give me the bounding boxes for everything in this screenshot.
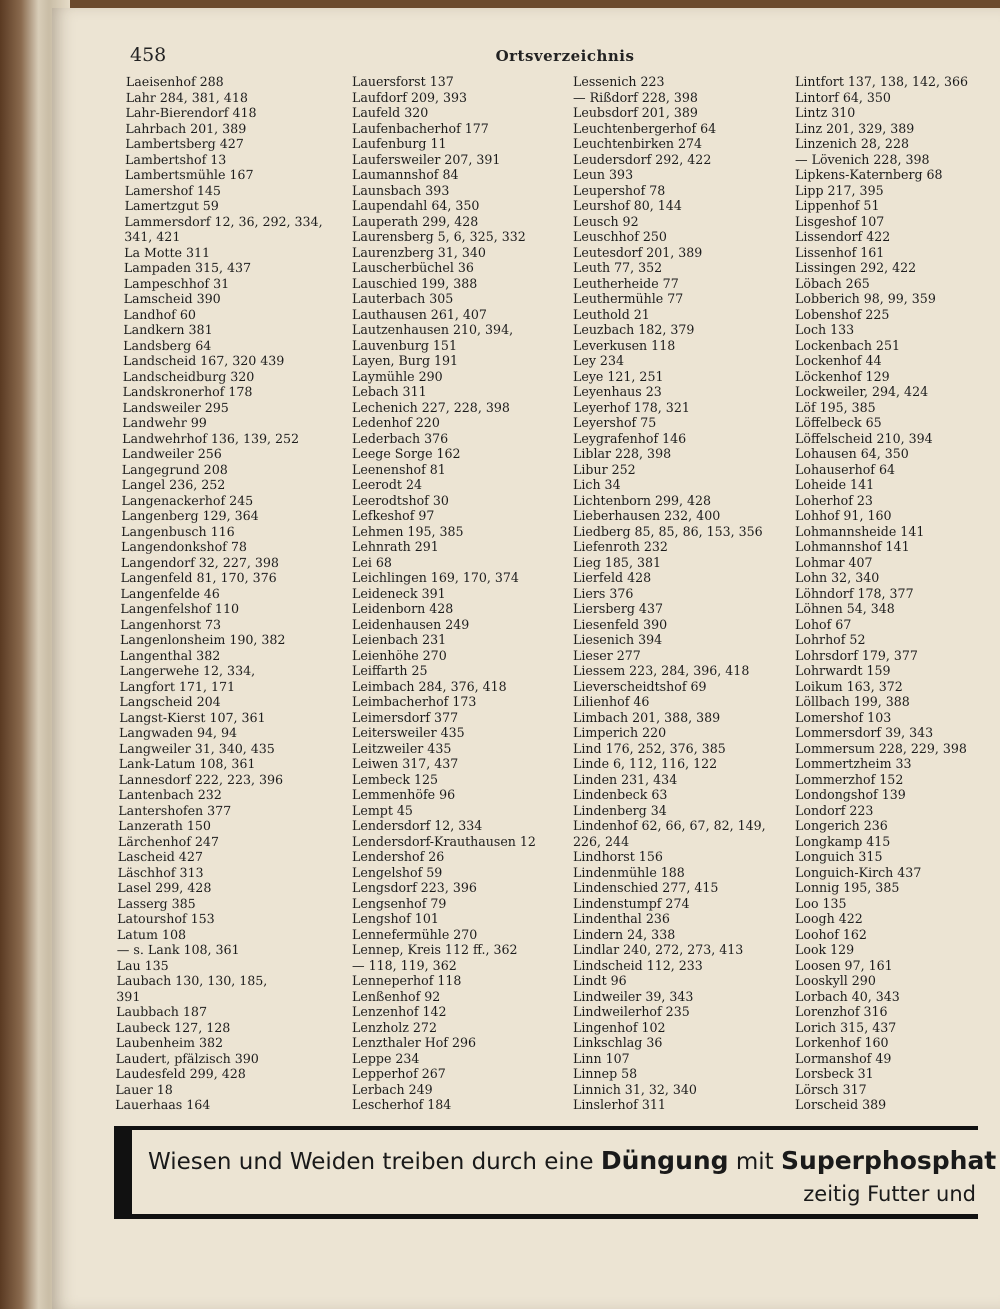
index-entry: Leitzweiler 435: [352, 740, 452, 756]
index-entry: Leyershof 75: [573, 415, 657, 430]
index-entry: Löffelbeck 65: [795, 415, 882, 430]
index-entry: Lauscherbüchel 36: [352, 260, 474, 275]
index-entry: Lohrsdorf 179, 377: [795, 647, 918, 663]
index-entry: Laurenzberg 31, 340: [352, 244, 486, 260]
ad-bottom-rule: [114, 1214, 978, 1219]
index-entry: Leyenhaus 23: [573, 384, 662, 399]
ad-subline: zeitig Futter und: [803, 1182, 976, 1206]
index-entry: Lobberich 98, 99, 359: [795, 291, 936, 306]
index-entry: Lohrwardt 159: [795, 663, 891, 678]
index-entry: — Rißdorf 228, 398: [573, 89, 698, 105]
index-entry: Lohmannshof 141: [795, 539, 910, 554]
index-entry: Liesenfeld 390: [573, 616, 668, 632]
index-entry: Leurshof 80, 144: [573, 198, 682, 213]
index-entry: Lambertsmühle 167: [124, 167, 254, 182]
index-entry: Loo 135: [795, 895, 847, 911]
index-entry: Lommersdorf 39, 343: [795, 725, 934, 740]
index-entry: Loohof 162: [795, 926, 867, 942]
index-entry: Lendersdorf-Krauthausen 12: [352, 833, 536, 849]
index-column-1: [115, 74, 346, 1113]
index-entry: Laupendahl 64, 350: [352, 198, 480, 213]
index-entry: Lamershof 145: [124, 182, 222, 198]
index-entry: Looskyll 290: [795, 973, 876, 988]
index-entry: Lindenthal 236: [573, 911, 670, 926]
index-entry: Linnich 31, 32, 340: [573, 1081, 697, 1097]
index-entry: Leiffarth 25: [352, 663, 428, 678]
advertisement-banner: [114, 1126, 997, 1222]
index-entry: Lorenzhof 316: [795, 1004, 888, 1019]
index-entry: Leerodt 24: [352, 477, 423, 492]
index-entry: Leuthermühle 77: [573, 291, 684, 306]
index-entry: Longkamp 415: [795, 833, 891, 849]
index-entry: Lichtenborn 299, 428: [573, 492, 712, 508]
index-entry: Lindenschied 277, 415: [573, 880, 719, 895]
index-entry: Laubach 130, 130, 185,: [116, 973, 268, 988]
index-entry: Lehnrath 291: [352, 539, 439, 554]
index-entry: Lannesdorf 222, 223, 396: [118, 771, 284, 787]
index-entry: Leutesdorf 201, 389: [573, 244, 703, 260]
index-entry: Leuchtenbirken 274: [573, 136, 703, 151]
index-entry: Lahr-Bierendorf 418: [125, 105, 257, 120]
index-entry: Lindweilerhof 235: [573, 1004, 690, 1019]
index-entry: Laufersweiler 207, 391: [352, 151, 501, 167]
index-entry: Lederbach 376: [352, 430, 449, 446]
index-entry: Linde 6, 112, 116, 122: [573, 756, 718, 771]
index-entry: Laudert, pfälzisch 390: [115, 1050, 259, 1066]
index-entry: Lauschied 199, 388: [352, 275, 478, 291]
index-entry: Langenberg 129, 364: [121, 508, 259, 523]
index-entry: Lingenhof 102: [573, 1019, 666, 1035]
index-entry: Lepperhof 267: [352, 1066, 446, 1081]
index-entry: Lauthausen 261, 407: [352, 306, 487, 322]
index-entry: Löhnen 54, 348: [795, 601, 895, 616]
index-entry: Lommerzhof 152: [795, 771, 904, 787]
index-entry: Lieser 277: [573, 647, 641, 663]
index-entry: Ley 234: [573, 353, 624, 368]
index-entry: Leverkusen 118: [573, 337, 676, 353]
index-entry: Lind 176, 252, 376, 385: [573, 740, 726, 756]
index-entry: Langenackerhof 245: [121, 492, 254, 508]
index-entry: Langfort 171, 171: [119, 678, 236, 694]
index-entry: Liessem 223, 284, 396, 418: [573, 663, 750, 678]
index-entry: Lommersum 228, 229, 398: [795, 740, 967, 756]
index-entry: Leimersdorf 377: [352, 709, 459, 725]
index-entry: — s. Lank 108, 361: [116, 942, 240, 957]
index-entry: Lärchenhof 247: [117, 833, 220, 849]
index-entry: Langendorf 32, 227, 398: [120, 554, 280, 570]
index-entry: Lenzthaler Hof 296: [352, 1035, 477, 1050]
index-entry: Landsberg 64: [123, 337, 212, 353]
index-entry: Landweiler 256: [121, 446, 222, 461]
index-entry: Lommertzheim 33: [795, 756, 912, 771]
index-entry: Limperich 220: [573, 725, 667, 740]
index-entry: Lieberhausen 232, 400: [573, 508, 721, 523]
index-entry: Lorscheid 389: [795, 1097, 887, 1112]
index-entry: Laubbach 187: [116, 1004, 208, 1019]
index-entry: Lohausen 64, 350: [795, 446, 909, 461]
index-entry: Lanzerath 150: [118, 818, 212, 833]
index-entry: Leenenshof 81: [352, 461, 446, 477]
index-entry: Linkschlag 36: [573, 1035, 663, 1050]
index-entry: Langenlonsheim 190, 382: [119, 632, 286, 647]
index-entry: Liedberg 85, 85, 86, 153, 356: [573, 523, 763, 539]
index-entry: Lindhorst 156: [573, 849, 663, 864]
index-entry: Longerich 236: [795, 818, 888, 833]
index-entry: Lengshof 101: [352, 911, 439, 926]
index-entry: Lieverscheidtshof 69: [573, 678, 707, 694]
index-entry: Leygrafenhof 146: [573, 430, 687, 446]
index-entry: Londongshof 139: [795, 787, 906, 802]
index-column-3: [573, 74, 793, 1113]
index-entry: Lintorf 64, 350: [795, 89, 891, 105]
index-entry: Lessenich 223: [573, 74, 665, 89]
index-entry: Lascheid 427: [117, 849, 203, 864]
index-entry: Lauperath 299, 428: [352, 213, 479, 229]
index-entry: Lockenbach 251: [795, 337, 900, 353]
index-entry: Layen, Burg 191: [352, 353, 459, 368]
index-entry: Lohmar 407: [795, 554, 873, 570]
ad-text-start: Wiesen und Weiden treiben durch eine: [148, 1149, 594, 1175]
index-entry: Lamertzgut 59: [124, 198, 219, 213]
index-entry: Langst-Kierst 107, 361: [119, 709, 266, 725]
index-entry: Lechenich 227, 228, 398: [352, 399, 510, 415]
index-entry: Leutherheide 77: [573, 275, 679, 291]
index-entry: Langenfelshof 110: [120, 601, 240, 616]
index-entry: Laufeld 320: [352, 105, 429, 120]
index-entry: Lembeck 125: [352, 771, 438, 787]
index-entry: Lierfeld 428: [573, 570, 652, 585]
ad-text-mid: mit: [735, 1149, 774, 1175]
index-entry: Linden 231, 434: [573, 771, 678, 787]
index-entry: Lau 135: [116, 957, 169, 973]
index-entry: Landwehr 99: [122, 415, 207, 430]
index-entry: Leidenborn 428: [352, 601, 454, 616]
ad-text-bold-duengung: Düngung: [600, 1146, 729, 1175]
index-entry: Löhndorf 178, 377: [795, 585, 914, 601]
index-entry: Lammersdorf 12, 36, 292, 334,: [124, 213, 323, 229]
index-entry: Launsbach 393: [352, 182, 450, 198]
index-entry: Leppe 234: [352, 1050, 420, 1066]
index-entry: Loogh 422: [795, 911, 863, 926]
index-entry: Landsweiler 295: [122, 399, 229, 415]
index-entry: Leerodtshof 30: [352, 492, 449, 508]
index-entry: Longuich-Kirch 437: [795, 864, 922, 880]
index-entry: Laurensberg 5, 6, 325, 332: [352, 229, 526, 244]
index-entry: Landhof 60: [123, 306, 197, 322]
index-entry: Lahrbach 201, 389: [125, 120, 247, 136]
index-entry: Laumannshof 84: [352, 167, 459, 182]
index-entry: Loherhof 23: [795, 492, 873, 508]
index-entry: Leupershof 78: [573, 182, 666, 198]
index-entry: Lemmenhöfe 96: [352, 787, 456, 802]
index-entry: Lindenhof 62, 66, 67, 82, 149,: [573, 818, 766, 833]
page-number: 458: [130, 44, 167, 66]
index-entry: Lengsenhof 79: [352, 895, 447, 911]
index-entry: Leuth 77, 352: [573, 260, 663, 275]
index-entry: Lomershof 103: [795, 709, 892, 725]
index-entry: Lipp 217, 395: [795, 182, 884, 198]
index-entry: Lindscheid 112, 233: [573, 957, 703, 973]
index-entry: Liefenroth 232: [573, 539, 668, 554]
index-entry: — 118, 119, 362: [352, 957, 457, 973]
index-entry: Lissingen 292, 422: [795, 260, 917, 275]
index-entry: Langenbusch 116: [121, 523, 235, 539]
index-entry: Linz 201, 329, 389: [795, 120, 915, 136]
index-entry: Londorf 223: [795, 802, 874, 818]
index-entry: Lindlar 240, 272, 273, 413: [573, 942, 744, 957]
index-entry: Lorich 315, 437: [795, 1019, 897, 1035]
index-entry: Lennep, Kreis 112 ff., 362: [352, 942, 518, 957]
index-entry: Lich 34: [573, 477, 621, 492]
index-entry: Leichlingen 169, 170, 374: [352, 570, 519, 585]
index-entry: Lörsch 317: [795, 1081, 867, 1097]
index-entry: Limbach 201, 388, 389: [573, 709, 721, 725]
index-entry: Lohn 32, 340: [795, 570, 880, 585]
index-entry: Landskronerhof 178: [122, 384, 253, 399]
index-entry: Linzenich 28, 228: [795, 136, 909, 151]
index-entry: Lockenhof 44: [795, 353, 882, 368]
index-column-4: [795, 74, 985, 1113]
index-entry: Langscheid 204: [119, 694, 221, 709]
index-entry: Leiwen 317, 437: [352, 756, 459, 771]
index-entry: Lobenshof 225: [795, 306, 890, 322]
index-entry: Lohhof 91, 160: [795, 508, 892, 523]
index-entry: Leimbacherhof 173: [352, 694, 477, 709]
index-entry: Lenneperhof 118: [352, 973, 462, 988]
index-entry: Lehmen 195, 385: [352, 523, 464, 539]
index-entry: Lendershof 26: [352, 849, 445, 864]
index-entry: Lauvenburg 151: [352, 337, 457, 353]
index-entry: Landscheidburg 320: [122, 368, 255, 384]
index-entry: Lindenberg 34: [573, 802, 667, 818]
index-entry: Laubenheim 382: [115, 1035, 224, 1050]
index-entry: Leidenhausen 249: [352, 616, 470, 632]
index-entry: Lohauserhof 64: [795, 461, 895, 477]
index-entry: Langel 236, 252: [121, 477, 226, 492]
ad-top-rule: [114, 1126, 978, 1130]
index-entry: Laubeck 127, 128: [115, 1019, 231, 1035]
index-entry: Linnep 58: [573, 1066, 638, 1081]
index-entry: Lerbach 249: [352, 1081, 433, 1097]
index-entry: Lormanshof 49: [795, 1050, 892, 1066]
index-entry: Leusch 92: [573, 213, 639, 229]
index-entry: Läschhof 313: [117, 864, 204, 880]
index-entry: Laudesfeld 299, 428: [115, 1066, 246, 1081]
index-entry: Leudersdorf 292, 422: [573, 151, 712, 167]
index-entry: Loch 133: [795, 322, 855, 337]
index-entry: Ledenhof 220: [352, 415, 440, 430]
index-entry: Lennefermühle 270: [352, 926, 478, 942]
index-entry: Lorbach 40, 343: [795, 988, 900, 1004]
index-entry: Lampaden 315, 437: [123, 260, 252, 275]
index-entry: Leimbach 284, 376, 418: [352, 678, 507, 694]
index-entry: Lambertsberg 427: [125, 136, 244, 151]
index-entry: Landkern 381: [123, 322, 213, 337]
index-entry: Loosen 97, 161: [795, 957, 893, 973]
index-entry: Lippenhof 51: [795, 198, 880, 213]
index-entry: Leuthold 21: [573, 306, 650, 322]
index-entry: Löckenhof 129: [795, 368, 890, 384]
index-entry: Leubsdorf 201, 389: [573, 105, 698, 120]
index-entry: Lasel 299, 428: [117, 880, 212, 895]
index-entry: — Lövenich 228, 398: [795, 151, 930, 167]
index-entry: Lindt 96: [573, 973, 627, 988]
index-entry: Lilienhof 46: [573, 694, 650, 709]
index-entry: 341, 421: [124, 229, 181, 244]
index-entry: Lantenbach 232: [118, 787, 222, 802]
index-entry: Lank-Latum 108, 361: [118, 756, 256, 771]
ad-left-bar: [114, 1130, 132, 1214]
index-entry: Loheide 141: [795, 477, 875, 492]
index-entry: Lantershofen 377: [118, 802, 232, 818]
index-entry: Leuschhof 250: [573, 229, 667, 244]
index-entry: Lohrhof 52: [795, 632, 866, 647]
index-entry: Laufenbacherhof 177: [352, 120, 489, 136]
ad-text-bold-superphosphat: Superphosphat: [781, 1146, 997, 1175]
index-entry: Loikum 163, 372: [795, 678, 903, 694]
index-entry: Lintz 310: [795, 105, 856, 120]
index-entry: Langenhorst 73: [120, 616, 222, 632]
index-entry: Latum 108: [116, 926, 187, 942]
index-entry: Lebach 311: [352, 384, 427, 399]
index-entry: Lendersdorf 12, 334: [352, 818, 483, 833]
index-entry: Leye 121, 251: [573, 368, 664, 384]
index-entry: Lindenstumpf 274: [573, 895, 690, 911]
index-entry: Libur 252: [573, 461, 636, 477]
index-entry: Lamscheid 390: [123, 291, 221, 306]
index-entry: Langenfelde 46: [120, 585, 220, 601]
index-entry: La Motte 311: [124, 244, 211, 260]
index-entry: Lissenhof 161: [795, 244, 885, 260]
index-entry: Lenzenhof 142: [352, 1004, 447, 1019]
index-entry: Lengelshof 59: [352, 864, 443, 880]
ad-headline: [148, 1146, 996, 1175]
index-entry: Lohof 67: [795, 616, 852, 632]
index-entry: Lonnig 195, 385: [795, 880, 900, 895]
index-entry: Liersberg 437: [573, 601, 663, 616]
index-entry: Lautzenhausen 210, 394,: [352, 322, 514, 337]
index-entry: Lorkenhof 160: [795, 1035, 889, 1050]
index-entry: Lenzholz 272: [352, 1019, 437, 1035]
index-entry: Lambertshof 13: [125, 151, 227, 167]
index-entry: Lohmannsheide 141: [795, 523, 925, 539]
index-entry: Leuzbach 182, 379: [573, 322, 695, 337]
running-head: Ortsverzeichnis: [495, 47, 635, 65]
index-entry: Leuchtenbergerhof 64: [573, 120, 717, 136]
index-entry: Lissendorf 422: [795, 229, 891, 244]
index-entry: Laymühle 290: [352, 368, 443, 384]
index-entry: Löf 195, 385: [795, 399, 876, 415]
index-entry: Lindweiler 39, 343: [573, 988, 694, 1004]
index-entry: Liers 376: [573, 585, 634, 601]
index-entry: Laufenburg 11: [352, 136, 447, 151]
index-entry: 391: [116, 988, 141, 1004]
index-entry: Lei 68: [352, 554, 392, 570]
index-entry: Lauerhaas 164: [115, 1097, 211, 1112]
index-entry: Linslerhof 311: [573, 1097, 666, 1112]
index-entry: Lempt 45: [352, 802, 413, 818]
index-entry: Langwaden 94, 94: [119, 725, 238, 740]
index-entry: Leege Sorge 162: [352, 446, 461, 461]
index-entry: Langendonkshof 78: [120, 539, 247, 554]
index-entry: 226, 244: [573, 833, 630, 849]
index-entry: Lauer 18: [115, 1081, 173, 1097]
index-entry: Langweiler 31, 340, 435: [118, 740, 275, 756]
index-column-2: [352, 74, 572, 1113]
index-entry: Löllbach 199, 388: [795, 694, 910, 709]
index-entry: Lengsdorf 223, 396: [352, 880, 477, 895]
index-entry: Lieg 185, 381: [573, 554, 661, 570]
index-entry: Lipkens-Katernberg 68: [795, 167, 943, 182]
index-entry: Linn 107: [573, 1050, 630, 1066]
index-entry: Langenfeld 81, 170, 376: [120, 570, 277, 585]
index-entry: Löbach 265: [795, 275, 870, 291]
index-entry: Lindern 24, 338: [573, 926, 676, 942]
index-entry: Langerwehe 12, 334,: [119, 663, 256, 678]
index-entry: Lisgeshof 107: [795, 213, 885, 229]
index-entry: Leyerhof 178, 321: [573, 399, 690, 415]
index-entry: Lockweiler, 294, 424: [795, 384, 929, 399]
index-entry: Lauersforst 137: [352, 74, 454, 89]
index-entry: Lauterbach 305: [352, 291, 454, 306]
index-entry: Landwehrhof 136, 139, 252: [122, 430, 300, 446]
index-entry: Leienbach 231: [352, 632, 447, 647]
index-entry: Lasserg 385: [117, 895, 196, 911]
index-entry: Laeisenhof 288: [125, 74, 224, 89]
index-entry: Lindenmühle 188: [573, 864, 685, 880]
index-entry: Leideneck 391: [352, 585, 446, 601]
index-entry: Löffelscheid 210, 394: [795, 430, 933, 446]
index-entry: Latourshof 153: [117, 911, 215, 926]
index-entry: Laufdorf 209, 393: [352, 89, 468, 105]
index-entry: Lintfort 137, 138, 142, 366: [795, 74, 969, 89]
index-entry: Lescherhof 184: [352, 1097, 452, 1112]
index-entry: Look 129: [795, 942, 855, 957]
index-entry: Landscheid 167, 320 439: [122, 353, 285, 368]
index-entry: Lampeschhof 31: [123, 275, 230, 291]
index-entry: Lenßenhof 92: [352, 988, 441, 1004]
index-entry: Leitersweiler 435: [352, 725, 465, 740]
index-entry: Leun 393: [573, 167, 634, 182]
index-entry: Lindenbeck 63: [573, 787, 668, 802]
index-entry: Lorsbeck 31: [795, 1066, 874, 1081]
index-entry: Langenthal 382: [119, 647, 221, 663]
index-entry: Liblar 228, 398: [573, 446, 672, 461]
index-entry: Liesenich 394: [573, 632, 663, 647]
index-entry: Langegrund 208: [121, 461, 228, 477]
index-entry: Lefkeshof 97: [352, 508, 435, 523]
index-entry: Leienhöhe 270: [352, 647, 447, 663]
index-entry: Lahr 284, 381, 418: [125, 89, 248, 105]
index-entry: Longuich 315: [795, 849, 883, 864]
